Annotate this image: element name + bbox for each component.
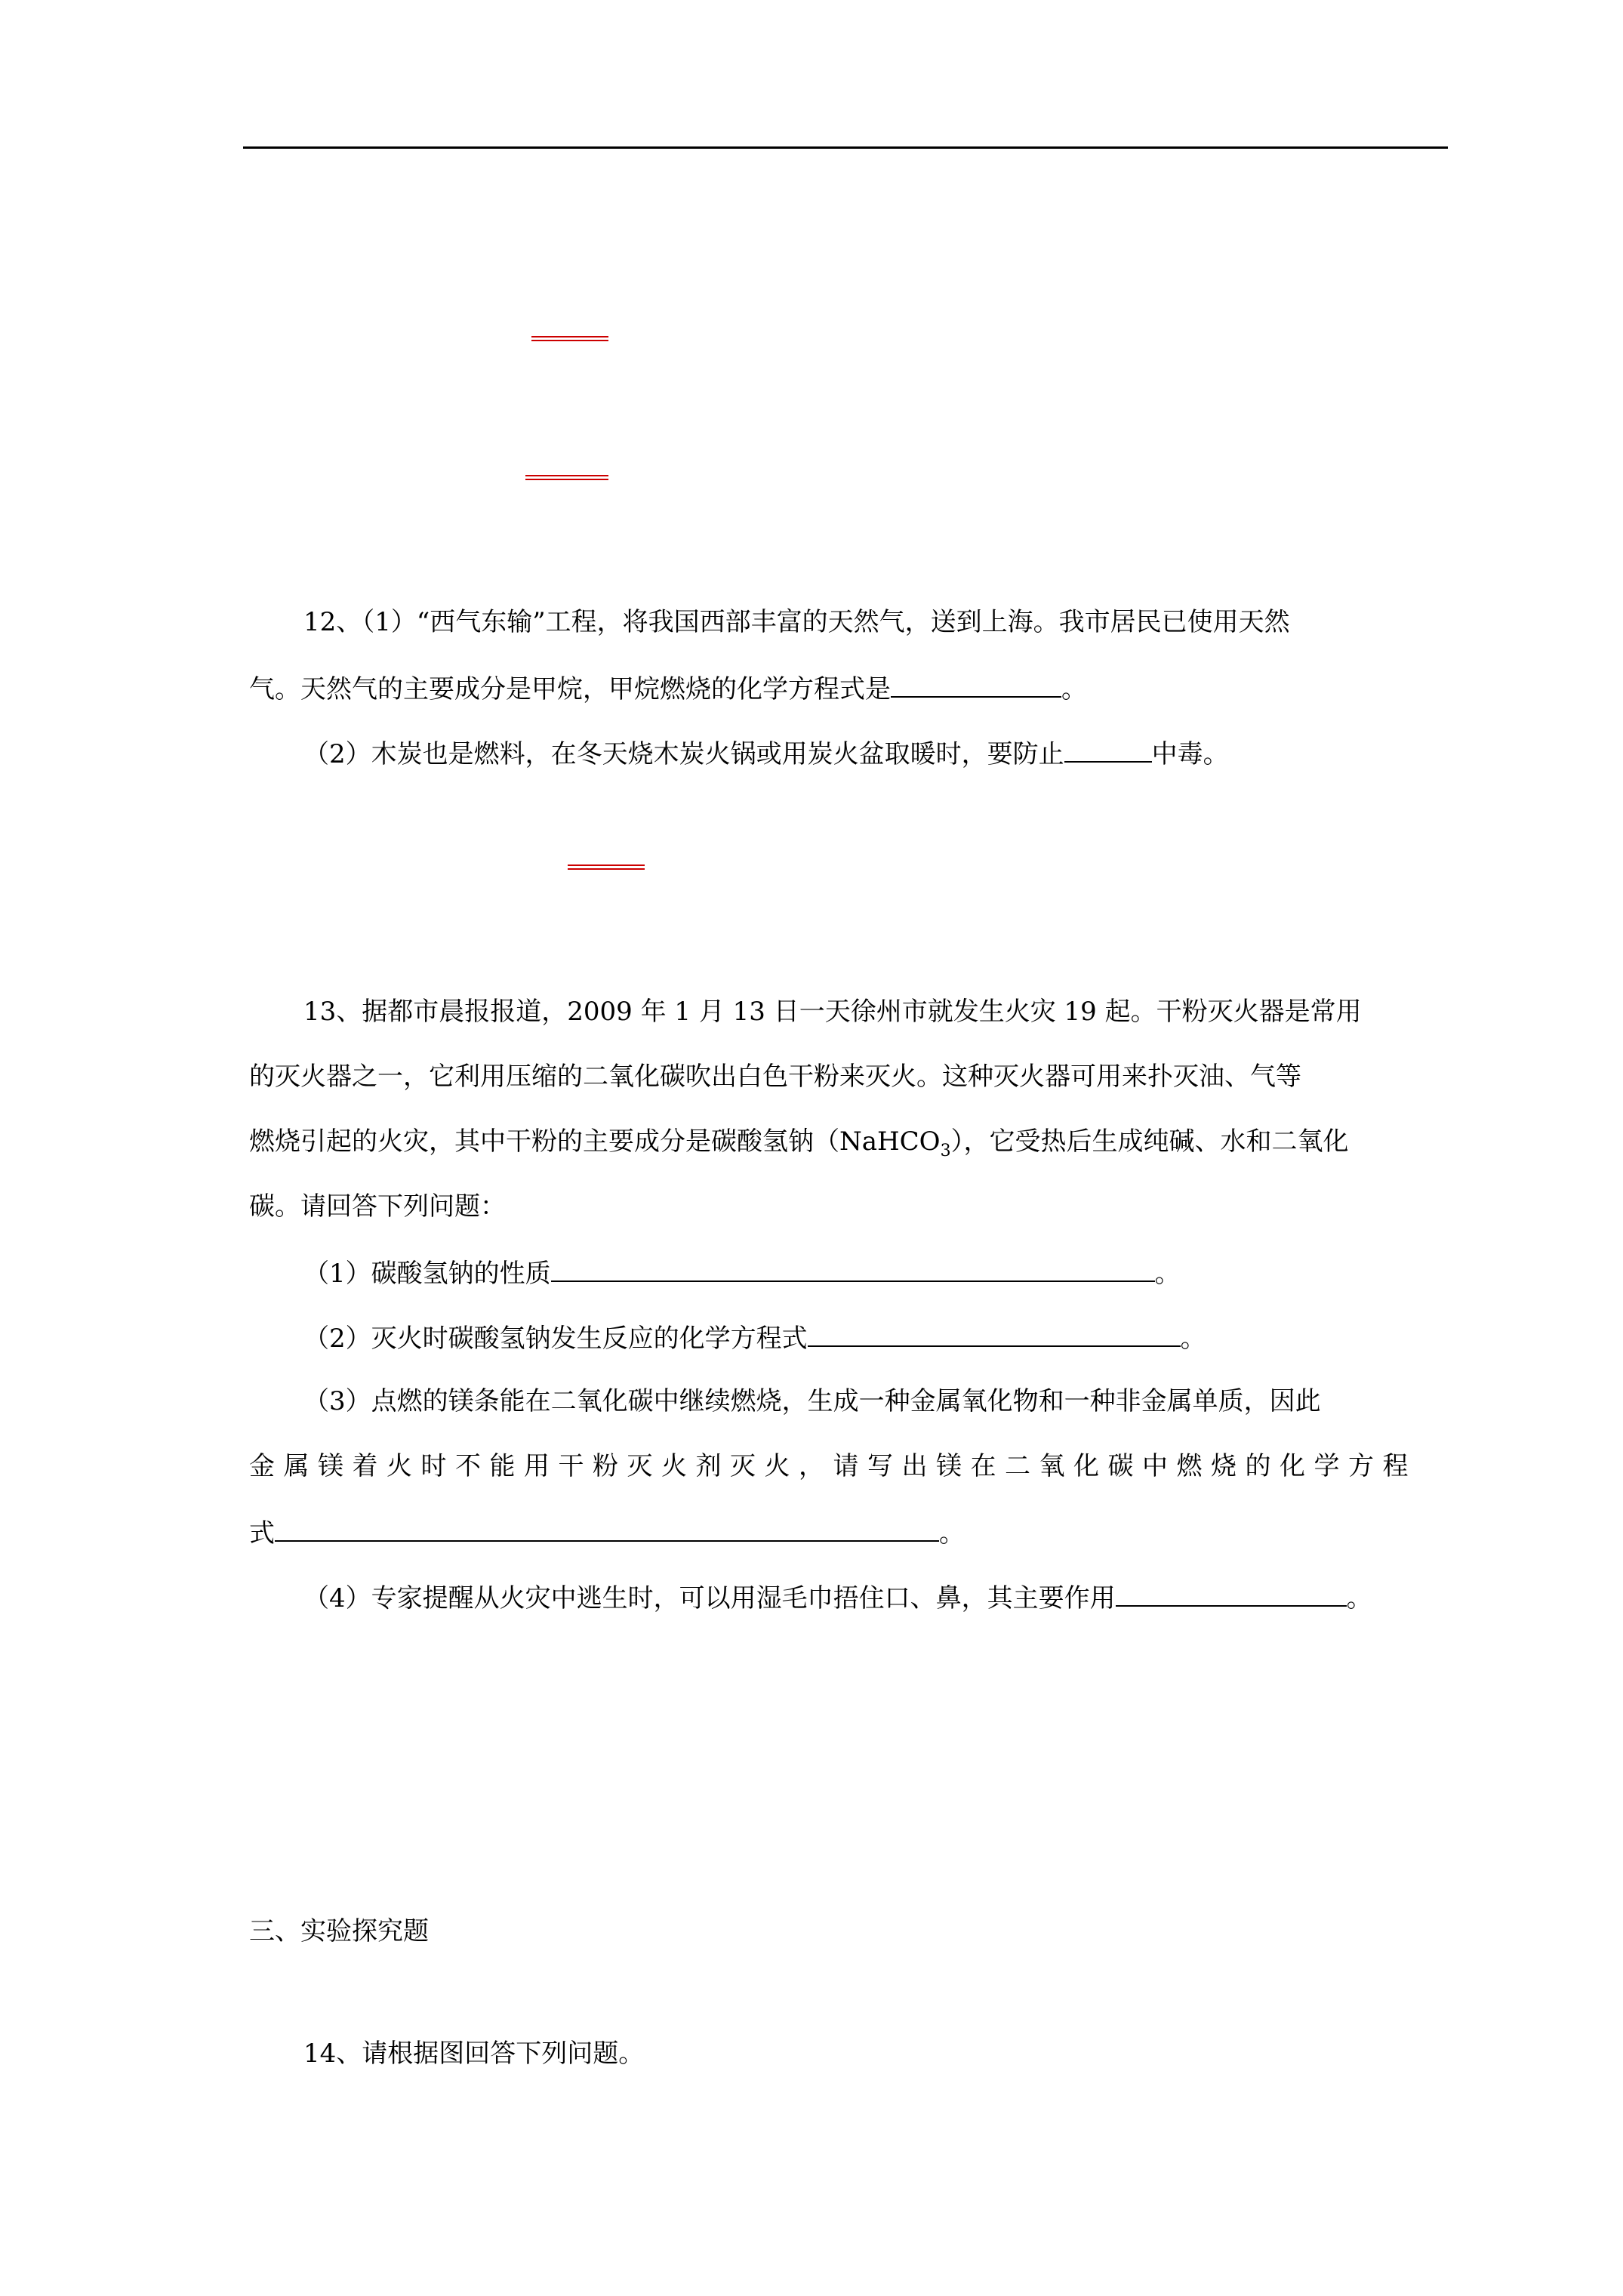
q13-formula-subscript: 3 — [940, 1141, 951, 1160]
q13-part-3-line-3-end: 。 — [939, 1518, 965, 1549]
q13-part-4-text: （4）专家提醒从火灾中逃生时，可以用湿毛巾捂住口、鼻，其主要作用 — [303, 1583, 1116, 1613]
q13-part-2-text: （2）灭火时碳酸氢钠发生反应的化学方程式 — [303, 1324, 808, 1354]
q12-line-3-text: （2）木炭也是燃料，在冬天烧木炭火锅或用炭火盆取暖时，要防止 — [303, 739, 1064, 769]
q13-part-3-line-3-text: 式 — [249, 1518, 275, 1549]
q12-line-2 — [249, 670, 1087, 706]
q13-part-2-end: 。 — [1180, 1324, 1206, 1354]
q13-answer-blank-3[interactable] — [275, 1515, 939, 1542]
q13-part-4 — [303, 1579, 1372, 1615]
q12-line-2-text: 气。天然气的主要成分是甲烷，甲烷燃烧的化学方程式是 — [249, 674, 891, 704]
q13-part-1-end: 。 — [1154, 1259, 1181, 1289]
q13-line-3-end: ），它受热后生成纯碱、水和二氧化 — [950, 1126, 1349, 1157]
q13-line-2: 的灭火器之一，它利用压缩的二氧化碳吹出白色干粉来灭火。这种灭火器可用来扑灭油、气等 — [249, 1062, 1301, 1092]
red-mark-1 — [531, 336, 608, 341]
q13-part-3-line-3 — [249, 1515, 965, 1550]
section-3-heading: 三、实验探究题 — [249, 1916, 429, 1946]
q13-part-3-line-2: 金属镁着火时不能用干粉灭火剂灭火，请写出镁在二氧化碳中燃烧的化学方程 — [249, 1451, 1417, 1481]
header-rule — [243, 146, 1448, 149]
q12-line-1: 12、（1）“西气东输”工程，将我国西部丰富的天然气，送到上海。我市居民已使用天然 — [303, 607, 1290, 637]
q12-line-3 — [303, 735, 1229, 771]
q13-line-1: 13、据都市晨报报道，2009 年 1 月 13 日一天徐州市就发生火灾 19 起。干粉灭火器是常用 — [303, 997, 1362, 1027]
q14-line-1: 14、请根据图回答下列问题。 — [303, 2039, 645, 2069]
q13-answer-blank-2[interactable] — [808, 1320, 1181, 1347]
q13-answer-blank-1[interactable] — [551, 1255, 1155, 1282]
q13-part-1 — [303, 1255, 1181, 1290]
q13-part-4-end: 。 — [1346, 1583, 1372, 1613]
q12-line-2-end: 。 — [1061, 674, 1087, 704]
q13-answer-blank-4[interactable] — [1116, 1579, 1347, 1607]
q13-line-3-text: 燃烧引起的火灾，其中干粉的主要成分是碳酸氢钠（NaHCO — [249, 1126, 941, 1157]
red-mark-3 — [568, 864, 645, 870]
q13-part-2 — [303, 1320, 1206, 1355]
q12-answer-blank-1[interactable] — [891, 670, 1061, 698]
q13-line-3 — [249, 1125, 1349, 1158]
q13-line-4: 碳。请回答下列问题： — [249, 1191, 506, 1222]
red-mark-2 — [525, 475, 608, 480]
q13-part-1-text: （1）碳酸氢钠的性质 — [303, 1259, 551, 1289]
q12-line-3-end: 中毒。 — [1151, 739, 1229, 769]
q12-answer-blank-2[interactable] — [1064, 735, 1152, 763]
q13-part-3-line-1: （3）点燃的镁条能在二氧化碳中继续燃烧，生成一种金属氧化物和一种非金属单质，因此 — [303, 1386, 1321, 1416]
